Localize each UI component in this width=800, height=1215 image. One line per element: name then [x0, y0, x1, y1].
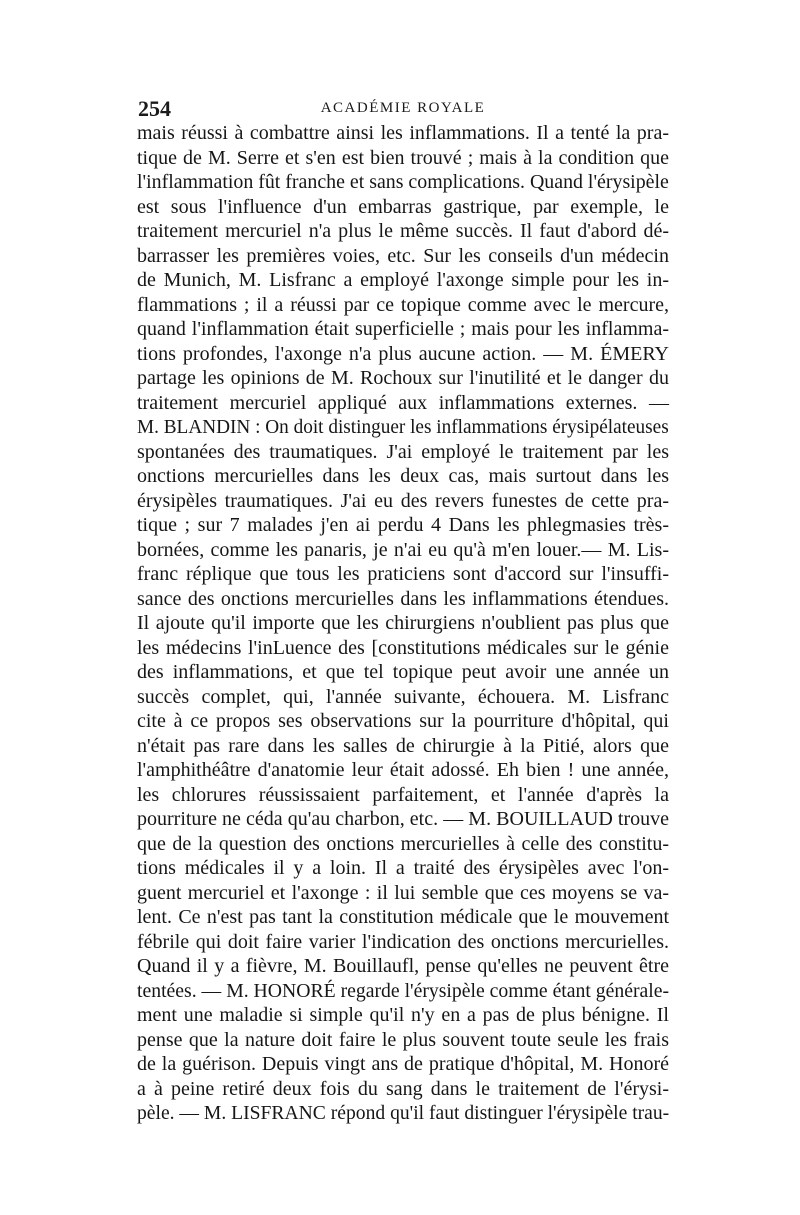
text-line: que de la question des onctions mercurielles à celle des constitu-	[137, 832, 669, 855]
text-line: pourriture ne céda qu'au charbon, etc. — M. BOUILLAUD trouve	[137, 808, 669, 830]
text-line: partage les opinions de M. Rochoux sur l'inutilité et le danger du	[137, 367, 669, 389]
text-line: M. BLANDIN : On doit distinguer les inflammations érysipélateuses	[137, 416, 669, 438]
text-line: flammations ; il a réussi par ce topique comme avec le mercure,	[137, 293, 669, 316]
text-line: franc réplique que tous les praticiens sont d'accord sur l'insuffi-	[137, 563, 669, 585]
text-line: guent mercuriel et l'axonge : il lui semble que ces moyens se va-	[137, 881, 669, 904]
text-line: onctions mercurielles dans les deux cas, mais surtout dans les	[137, 465, 669, 487]
text-line: de Munich, M. Lisfranc a employé l'axonge simple pour les in-	[137, 269, 669, 291]
text-line: érysipèles traumatiques. J'ai eu des revers funestes de cette pra-	[137, 489, 669, 512]
text-line: a à peine retiré deux fois du sang dans le traitement de l'érysi-	[137, 1077, 669, 1100]
text-line: traitement mercuriel n'a plus le même succès. Il faut d'abord dé-	[137, 220, 669, 242]
text-line: bornées, comme les panaris, je n'ai eu qu'à m'en louer.— M. Lis-	[137, 538, 669, 561]
text-line: les chlorures réussissaient parfaitement, et l'année d'après la	[137, 783, 669, 806]
text-line: succès complet, qui, l'année suivante, échouera. M. Lisfranc	[137, 685, 669, 708]
text-line: n'était pas rare dans les salles de chirurgie à la Pitié, alors que	[137, 734, 669, 757]
text-line: barrasser les premières voies, etc. Sur les conseils d'un médecin	[137, 244, 669, 267]
running-head: ACADÉMIE ROYALE	[320, 100, 486, 116]
text-line: pense que la nature doit faire le plus souvent toute seule les frais	[137, 1028, 669, 1051]
text-line: tique de M. Serre et s'en est bien trouvé ; mais à la condition que	[137, 146, 669, 169]
text-line: de la guérison. Depuis vingt ans de pratique d'hôpital, M. Honoré	[137, 1053, 669, 1075]
text-line: sance des onctions mercurielles dans les inflammations étendues.	[137, 587, 669, 610]
text-line: les médecins l'inLuence des [constitutions médicales sur le génie	[137, 636, 669, 659]
page-number: 254	[138, 96, 171, 121]
text-line: mais réussi à combattre ainsi les inflammations. Il a tenté la pra-	[137, 122, 669, 144]
text-line: ment une maladie si simple qu'il n'y en a pas de plus bénigne. Il	[137, 1004, 669, 1026]
body-text	[137, 121, 669, 1126]
text-line: Quand il y a fièvre, M. Bouillaufl, pense qu'elles ne peuvent être	[137, 955, 669, 977]
text-line: Il ajoute qu'il importe que les chirurgiens n'oublient pas plus que	[137, 612, 669, 634]
text-line: tique ; sur 7 malades j'en ai perdu 4 Dans les phlegmasies très-	[137, 514, 669, 536]
text-line: traitement mercuriel appliqué aux inflammations externes. —	[137, 391, 669, 414]
text-line: lent. Ce n'est pas tant la constitution médicale que le mouvement	[137, 906, 669, 928]
text-line: des inflammations, et que tel topique peut avoir une année un	[137, 661, 669, 683]
text-line: tentées. — M. HONORÉ regarde l'érysipèle comme étant générale-	[137, 979, 670, 1002]
text-line: fébrile qui doit faire varier l'indication des onctions mercurielles.	[137, 930, 669, 953]
text-line: pèle. — M. LISFRANC répond qu'il faut distinguer l'érysipèle trau-	[137, 1102, 670, 1124]
text-line: quand l'inflammation était superficielle ; mais pour les inflamma-	[137, 318, 669, 340]
text-line: spontanées des traumatiques. J'ai employé le traitement par les	[137, 440, 669, 463]
text-line: l'inflammation fût franche et sans complications. Quand l'érysipèle	[137, 171, 669, 193]
text-line: tions profondes, l'axonge n'a plus aucune action. — M. ÉMERY	[137, 342, 669, 365]
text-line: l'amphithéâtre d'anatomie leur était adossé. Eh bien ! une année,	[137, 759, 669, 781]
text-line: tions médicales il y a loin. Il a traité des érysipèles avec l'on-	[137, 857, 669, 879]
text-line: est sous l'influence d'un embarras gastrique, par exemple, le	[137, 195, 669, 218]
text-line: cite à ce propos ses observations sur la pourriture d'hôpital, qui	[137, 710, 669, 732]
